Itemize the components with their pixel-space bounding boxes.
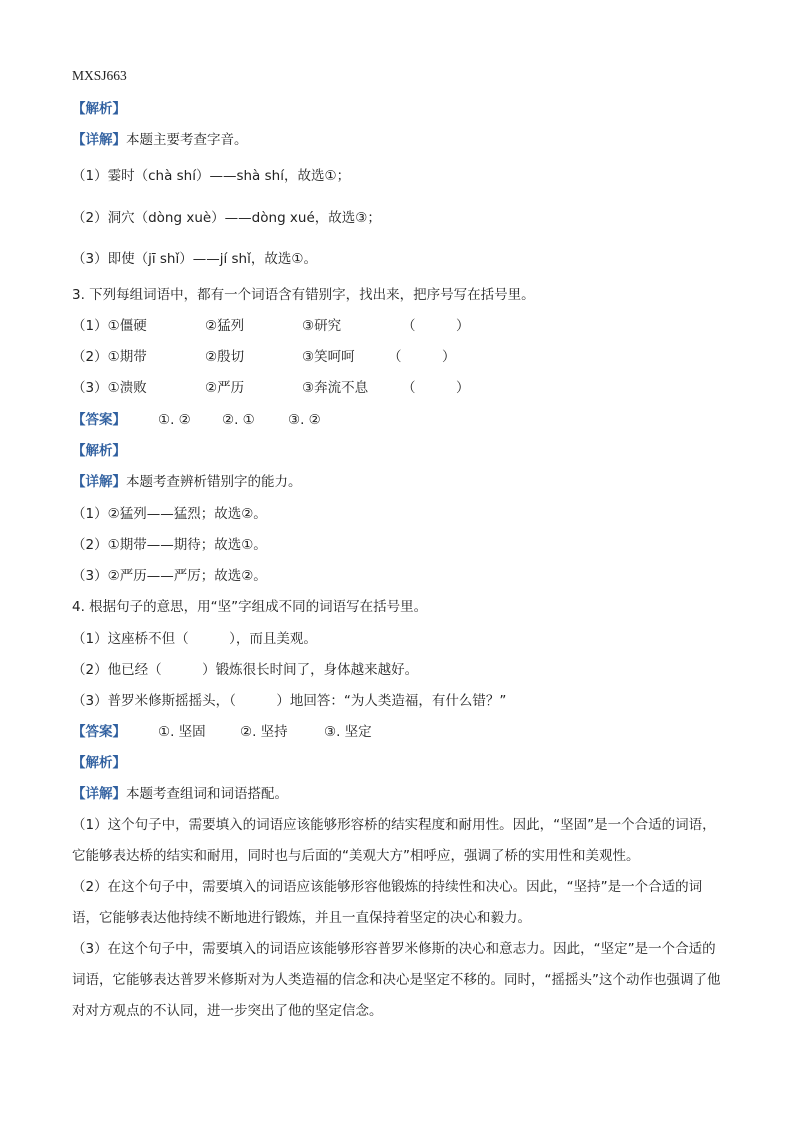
q3-row-3-a: （3）①溃败 — [72, 380, 147, 396]
analysis-label: 【解析】 — [72, 101, 126, 117]
q3-answer-1: ①. ② — [158, 412, 191, 428]
q4-para-1: （1）这个句子中，需要填入的词语应该能够形容桥的结实程度和耐用性。因此，“坚固”是一个合适的词语，它能够表达桥的结实和耐用，同时也与后面的“美观大方”相呼应，强调了桥的实用性和美观性。 — [72, 817, 716, 864]
q3-row-1-paren: （ ） — [402, 318, 470, 334]
q3-row-1-c: ③研究 — [302, 318, 342, 334]
q3-row-2-c: ③笑呵呵 — [302, 349, 355, 365]
q4-answer-1: ①. 坚固 — [158, 724, 206, 740]
q3-row-3-c: ③奔流不息 — [302, 380, 369, 396]
q3-row-1-b: ②猛列 — [205, 318, 245, 334]
detail-label: 【详解】 — [72, 132, 126, 148]
q3-analysis-label: 【解析】 — [72, 443, 126, 459]
q4-answer-3: ③. 坚定 — [324, 724, 372, 740]
q4-para-2: （2）在这个句子中，需要填入的词语应该能够形容他锻炼的持续性和决心。因此，“坚持”是一个合适的词语，它能够表达他持续不断地进行锻炼，并且一直保持着坚定的决心和毅力。 — [72, 879, 703, 926]
doc-code: MXSJ663 — [72, 68, 127, 83]
q3-row-1-a: （1）①僵硬 — [72, 318, 147, 334]
q3-line-1: （1）②猛列——猛烈；故选②。 — [72, 506, 267, 522]
detail-label: 【详解】 — [72, 786, 126, 802]
detail-text: 本题考查组词和词语搭配。 — [126, 786, 288, 802]
q4-line-3: （3）普罗米修斯摇摇头，（ ）地回答：“为人类造福，有什么错？” — [72, 693, 507, 709]
q4-answer-label: 【答案】 — [72, 724, 126, 740]
detail-text: 本题主要考查字音。 — [126, 132, 248, 148]
q3-row-2-b: ②殷切 — [205, 349, 245, 365]
q4-analysis-label: 【解析】 — [72, 755, 126, 771]
q2-line-2: （2）洞穴（dòng xuè）——dòng xué，故选③； — [72, 210, 381, 226]
detail-line — [72, 131, 248, 149]
q3-answer-3: ③. ② — [288, 412, 321, 428]
q3-row-2-a: （2）①期带 — [72, 349, 147, 365]
detail-label: 【详解】 — [72, 474, 126, 490]
q3-line-2: （2）①期带——期待；故选①。 — [72, 537, 267, 553]
q4-line-2: （2）他已经（ ）锻炼很长时间了，身体越来越好。 — [72, 662, 419, 678]
detail-text: 本题考查辨析错别字的能力。 — [126, 474, 302, 490]
q3-line-3: （3）②严历——严厉；故选②。 — [72, 568, 267, 584]
q3-row-2-paren: （ ） — [388, 349, 456, 365]
q4-answer-2: ②. 坚持 — [240, 724, 288, 740]
q3-answer-2: ②. ① — [222, 412, 255, 428]
q2-line-3: （3）即使（jī shǐ）——jí shǐ，故选①。 — [72, 251, 317, 267]
q4-line-1: （1）这座桥不但（ ），而且美观。 — [72, 631, 317, 647]
q3-title: 3. 下列每组词语中，都有一个词语含有错别字，找出来，把序号写在括号里。 — [72, 287, 535, 303]
q3-detail-line — [72, 473, 302, 491]
q3-row-3-paren: （ ） — [402, 380, 470, 396]
q4-detail-line — [72, 785, 288, 803]
q4-para-3: （3）在这个句子中，需要填入的词语应该能够形容普罗米修斯的决心和意志力。因此，“坚定”是一个合适的词语，它能够表达普罗米修斯对为人类造福的信念和决心是坚定不移的。同时，“摇摇头”这个动作也强调了他对对方观点的不认同，进一步突出了他的坚定信念。 — [72, 941, 721, 1019]
q3-row-3-b: ②严历 — [205, 380, 245, 396]
q4-title: 4. 根据句子的意思，用“坚”字组成不同的词语写在括号里。 — [72, 599, 428, 615]
q3-answer-label: 【答案】 — [72, 412, 126, 428]
q2-line-1: （1）霎时（chà shí）——shà shí，故选①； — [72, 168, 351, 184]
